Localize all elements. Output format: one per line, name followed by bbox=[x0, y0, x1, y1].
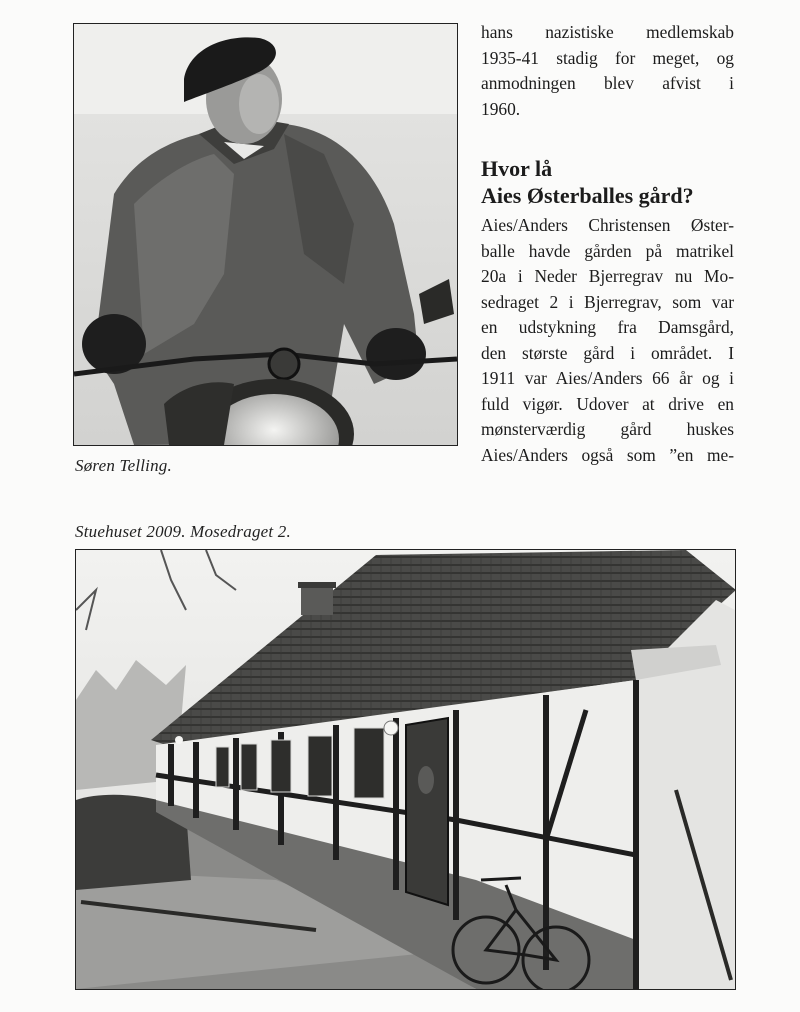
body-paragraph bbox=[481, 213, 734, 468]
intro-paragraph bbox=[481, 20, 734, 122]
text-line: 20a i Neder Bjerregrav nu Mo- bbox=[481, 266, 734, 286]
heading-line: Hvor lå bbox=[481, 156, 553, 181]
text-line: 1935-41 stadig for meget, og bbox=[481, 47, 734, 68]
text-line: 1960. bbox=[481, 98, 521, 119]
text-line: Aies/Anders også som ”en me- bbox=[481, 444, 734, 465]
text-line: sedraget 2 i Bjerregrav, som var bbox=[481, 291, 734, 312]
text-line: balle havde gården på matrikel bbox=[481, 240, 734, 261]
section-heading bbox=[481, 155, 734, 209]
text-line: Aies/Anders Christensen Øster- bbox=[481, 215, 734, 235]
text-line: fuld vigør. Udover at drive en bbox=[481, 393, 734, 414]
text-line: den største gård i området. I bbox=[481, 342, 734, 363]
portrait-caption: Søren Telling. bbox=[75, 456, 172, 475]
farmhouse-photo bbox=[75, 549, 736, 990]
farmhouse-caption: Stuehuset 2009. Mosedraget 2. bbox=[75, 522, 291, 541]
heading-line: Aies Østerballes gård? bbox=[481, 183, 694, 208]
text-line: mønsterværdig gård huskes bbox=[481, 419, 734, 439]
text-line: en udstykning fra Damsgård, bbox=[481, 317, 734, 337]
text-line: 1911 var Aies/Anders 66 år og i bbox=[481, 368, 734, 388]
portrait-photo bbox=[73, 23, 458, 446]
text-line: hans nazistiske medlemskab bbox=[481, 22, 734, 42]
text-line: anmodningen blev afvist i bbox=[481, 73, 734, 93]
